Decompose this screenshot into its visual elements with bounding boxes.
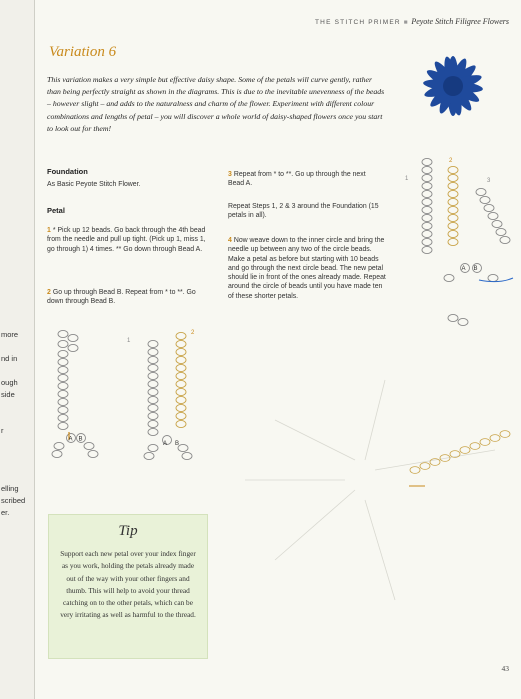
petal-diagram-step2 [123,326,207,466]
step-number: 4 [228,237,232,244]
left-page-fragment: more [1,330,19,339]
left-page-fragment: elling [1,484,19,493]
separator-square: ■ [403,19,409,26]
step-text: Repeat from * to **. Go up through the next Bead A. [228,171,366,188]
bead-a-label: A [68,436,73,443]
step-2 [47,288,207,307]
step-number: 1 [47,227,51,234]
step-1 [47,226,212,254]
bead-b-label: B [175,441,180,447]
book-page [35,0,521,699]
bead-b-label: B [473,266,478,272]
step3-diagram-number: 3 [487,178,491,184]
book-title: THE STITCH PRIMER [315,19,401,26]
step1-diagram-number: 1 [127,338,131,344]
step-number: 3 [228,171,232,178]
petal-diagram-step3 [403,152,513,332]
petal-diagram-step1 [49,328,119,468]
step-text: Now weave down to the inner circle and bring the needle up between any two of the circle beads. Make a petal as before but starting with 10 beads and go through the next circle bead. The new petal should lie in front of the ones already made. Repeat around the circle of beads until you have made ten of these shorter petals. [228,237,386,300]
left-page-fragment: nd in [1,354,18,363]
bead-b-label: B [78,436,83,443]
chapter-title: Peyote Stitch Filigree Flowers [411,17,509,26]
step-number: 2 [47,289,51,296]
left-page-fragment: side [1,390,15,399]
tip-text: Support each new petal over your index finger as you work, holding the petals already made out of the way with your other fingers and thumb. This will help to avoid your thread catching on to the other petals, which can be very irritating as well as harmful to the thread. [60,549,196,620]
intro-paragraph: This variation makes a very simple but effective daisy shape. Some of the petals will curve gently, rather than being perfectly straight as shown in the diagrams. This is due to the inevitable unevenness of the beads – however slight – and adds to the naturalness and charm of the flower. Experiment with different colour combinations and lengths of petal – you will discover a whole world of daisy-shaped flowers once you start to look out for them! [47,75,385,133]
repeat-steps-note: Repeat Steps 1, 2 & 3 around the Foundation (15 petals in all). [228,203,379,220]
left-page-fragment: ough [1,378,18,387]
step-4 [228,236,388,301]
step2-diagram-number: 2 [449,158,453,164]
bead-a-label: A [461,266,466,272]
petal-heading: Petal [47,206,65,215]
step-text: * Pick up 12 beads. Go back through the 4th bead from the needle and pull up tight. (Pick up 1, miss 1, go through 1) 4 times. ** Go down through Bead A. [47,227,206,253]
page-title: Variation 6 [49,44,117,60]
tip-box [48,514,208,659]
foundation-heading: Foundation [47,167,88,176]
adjacent-page-edge [0,0,35,699]
bead-a-label: A [163,441,168,447]
tip-title: Tip [118,523,138,539]
flower-layout-diagram [235,360,515,660]
foundation-text: As Basic Peyote Stitch Flower. [47,181,141,188]
left-page-fragment: scribed [1,496,26,505]
page-number: 43 [501,664,509,673]
step1-diagram-number: 1 [405,176,409,182]
daisy-flower-photo [403,46,503,128]
step-text: Go up through Bead B. Repeat from * to **. Go down through Bead B. [47,289,196,306]
step2-diagram-number: 2 [191,330,195,336]
running-head [315,17,509,26]
bead-column [52,330,98,457]
left-page-fragment: er. [1,508,10,517]
left-page-fragment: r [1,426,4,435]
step-3 [228,170,383,189]
